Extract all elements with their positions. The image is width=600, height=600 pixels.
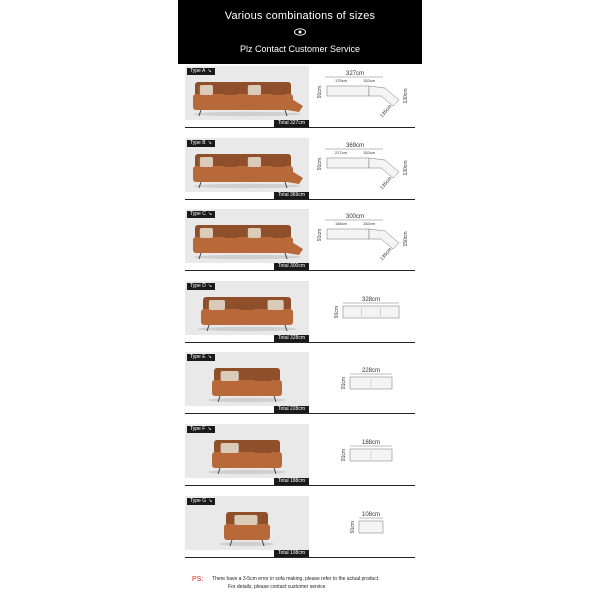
sofa-chaise bbox=[287, 168, 303, 184]
sofa-cushion bbox=[221, 443, 239, 453]
type-label: Type E bbox=[190, 354, 206, 360]
width-dimension: 369cm bbox=[345, 143, 365, 149]
sofa-shadow bbox=[220, 542, 274, 546]
segment-1-dimension: 217cm bbox=[334, 150, 348, 155]
total-length-badge: Total 188cm bbox=[274, 478, 309, 485]
sofa-cushion bbox=[234, 515, 257, 525]
sofa-cushion bbox=[224, 157, 237, 167]
left-margin bbox=[0, 0, 178, 600]
segment-1-dimension: 175cm bbox=[334, 78, 348, 83]
panel-divider bbox=[185, 485, 415, 486]
type-tag bbox=[187, 211, 215, 218]
sofa-cushion bbox=[221, 371, 239, 381]
sofa-shadow bbox=[193, 255, 301, 259]
footnote-line-1: There have a 3-5cm error in sofa making, please refer to the actual product. bbox=[212, 576, 380, 582]
type-tag bbox=[187, 283, 215, 290]
sofa-cushion bbox=[248, 157, 261, 167]
sofa-type-panel bbox=[185, 424, 415, 486]
type-tag bbox=[187, 498, 215, 505]
side-dimension: 130cm bbox=[403, 88, 409, 104]
sofa-top-view bbox=[327, 158, 369, 168]
footnote-line-2: For details, please contact customer service bbox=[228, 584, 326, 590]
chaise-top-view bbox=[369, 229, 399, 249]
sofa-cushion bbox=[272, 228, 285, 238]
width-dimension: 327cm bbox=[345, 71, 365, 77]
total-length-badge: Total 300cm bbox=[274, 263, 309, 270]
sofa-chaise bbox=[287, 239, 303, 255]
type-tag bbox=[187, 354, 215, 361]
width-dimension: 188cm bbox=[361, 440, 381, 446]
dimension-diagram bbox=[315, 352, 415, 412]
dimension-diagram bbox=[315, 209, 415, 269]
type-tag bbox=[187, 68, 215, 75]
arrow-icon: ↘ bbox=[207, 283, 213, 289]
depth-dimension: 91cm bbox=[317, 157, 323, 171]
sofa-cushion bbox=[248, 228, 261, 238]
side-dimension: 150cm bbox=[403, 231, 409, 247]
segment-2-dimension: 152cm bbox=[362, 221, 376, 226]
sofa-seat bbox=[201, 309, 293, 325]
segment-1-dimension: 148cm bbox=[334, 221, 348, 226]
diagonal-dimension: 135cm bbox=[379, 103, 394, 120]
sofa-top-view bbox=[327, 86, 369, 96]
type-label: Type B bbox=[190, 140, 206, 146]
depth-dimension: 91cm bbox=[317, 228, 323, 242]
arrow-icon: ↘ bbox=[208, 498, 213, 504]
width-dimension: 228cm bbox=[361, 368, 381, 374]
sofa-shadow bbox=[197, 327, 297, 331]
type-tag bbox=[187, 140, 215, 147]
sofa-cushion bbox=[238, 300, 254, 310]
sofa-cushion bbox=[254, 371, 272, 381]
sofa-chaise bbox=[287, 96, 303, 112]
type-label: Type A bbox=[190, 68, 206, 74]
eye-icon bbox=[294, 28, 306, 36]
sofa-shadow bbox=[193, 112, 301, 116]
sofa-type-panel bbox=[185, 209, 415, 271]
content-column bbox=[178, 0, 422, 600]
panel-divider bbox=[185, 342, 415, 343]
panel-divider bbox=[185, 413, 415, 414]
total-length-badge: Total 108cm bbox=[274, 550, 309, 557]
sofa-type-panel bbox=[185, 496, 415, 558]
sofa-cushion bbox=[200, 85, 213, 95]
depth-dimension: 91cm bbox=[317, 85, 323, 99]
type-label: Type G bbox=[190, 498, 207, 504]
sofa-cushion bbox=[268, 300, 284, 310]
panel-divider bbox=[185, 270, 415, 271]
sofa-shadow bbox=[193, 184, 301, 188]
sofa-top-view bbox=[327, 229, 369, 239]
type-tag bbox=[187, 426, 215, 433]
sofa-cushion bbox=[248, 85, 261, 95]
chaise-top-view bbox=[369, 158, 399, 178]
sofa-cushion bbox=[254, 443, 272, 453]
depth-dimension: 91cm bbox=[350, 520, 356, 534]
sofa-type-panel bbox=[185, 281, 415, 343]
total-length-badge: Total 228cm bbox=[274, 406, 309, 413]
header-banner bbox=[178, 0, 422, 64]
sofa-cushion bbox=[200, 157, 213, 167]
sofa-seat bbox=[193, 166, 293, 182]
sofa-cushion bbox=[224, 228, 237, 238]
footnote bbox=[178, 572, 422, 600]
sofa-seat bbox=[193, 94, 293, 110]
arrow-icon: ↘ bbox=[207, 426, 212, 432]
panel-divider bbox=[185, 127, 415, 128]
sofa-top-view bbox=[343, 306, 399, 318]
dimension-diagram bbox=[315, 138, 415, 198]
sofa-seat bbox=[193, 237, 293, 253]
sofa-cushion bbox=[224, 85, 237, 95]
sofa-type-panel bbox=[185, 66, 415, 128]
sofa-seat bbox=[224, 524, 270, 540]
panel-divider bbox=[185, 557, 415, 558]
diagonal-dimension: 135cm bbox=[379, 175, 394, 192]
dimension-diagram bbox=[315, 66, 415, 126]
ps-label: PS: bbox=[192, 576, 204, 583]
page-title: Various combinations of sizes bbox=[224, 10, 376, 22]
chaise-top-view bbox=[369, 86, 399, 106]
type-label: Type D bbox=[190, 283, 206, 289]
arrow-icon: ↘ bbox=[207, 140, 212, 146]
sofa-cushion bbox=[272, 157, 285, 167]
arrow-icon: ↘ bbox=[207, 68, 212, 74]
side-dimension: 130cm bbox=[403, 160, 409, 176]
right-margin bbox=[422, 0, 600, 600]
dimension-diagram bbox=[315, 424, 415, 484]
arrow-icon: ↘ bbox=[207, 354, 212, 360]
depth-dimension: 91cm bbox=[341, 376, 347, 390]
diagonal-dimension: 135cm bbox=[379, 246, 394, 263]
width-dimension: 108cm bbox=[361, 512, 381, 518]
sofa-cushion bbox=[272, 85, 285, 95]
depth-dimension: 91cm bbox=[341, 448, 347, 462]
type-label: Type F bbox=[190, 426, 206, 432]
segment-2-dimension: 152cm bbox=[362, 150, 376, 155]
sofa-seat bbox=[212, 380, 282, 396]
width-dimension: 328cm bbox=[361, 297, 381, 303]
dimension-diagram bbox=[315, 281, 415, 341]
sofa-cushion bbox=[209, 300, 225, 310]
width-dimension: 300cm bbox=[345, 214, 365, 220]
total-length-badge: Total 327cm bbox=[274, 120, 309, 127]
sofa-top-view bbox=[359, 521, 383, 533]
contact-subtitle: Plz Contact Customer Service bbox=[239, 44, 361, 54]
total-length-badge: Total 369cm bbox=[274, 192, 309, 199]
depth-dimension: 91cm bbox=[334, 305, 340, 319]
segment-2-dimension: 152cm bbox=[362, 78, 376, 83]
arrow-icon: ↘ bbox=[207, 211, 213, 217]
type-label: Type C bbox=[190, 211, 206, 217]
total-length-badge: Total 328cm bbox=[274, 335, 309, 342]
sofa-type-panel bbox=[185, 352, 415, 414]
sofa-cushion bbox=[200, 228, 213, 238]
sofa-seat bbox=[212, 452, 282, 468]
sofa-type-panel bbox=[185, 138, 415, 200]
dimension-diagram bbox=[315, 496, 415, 556]
panel-divider bbox=[185, 199, 415, 200]
